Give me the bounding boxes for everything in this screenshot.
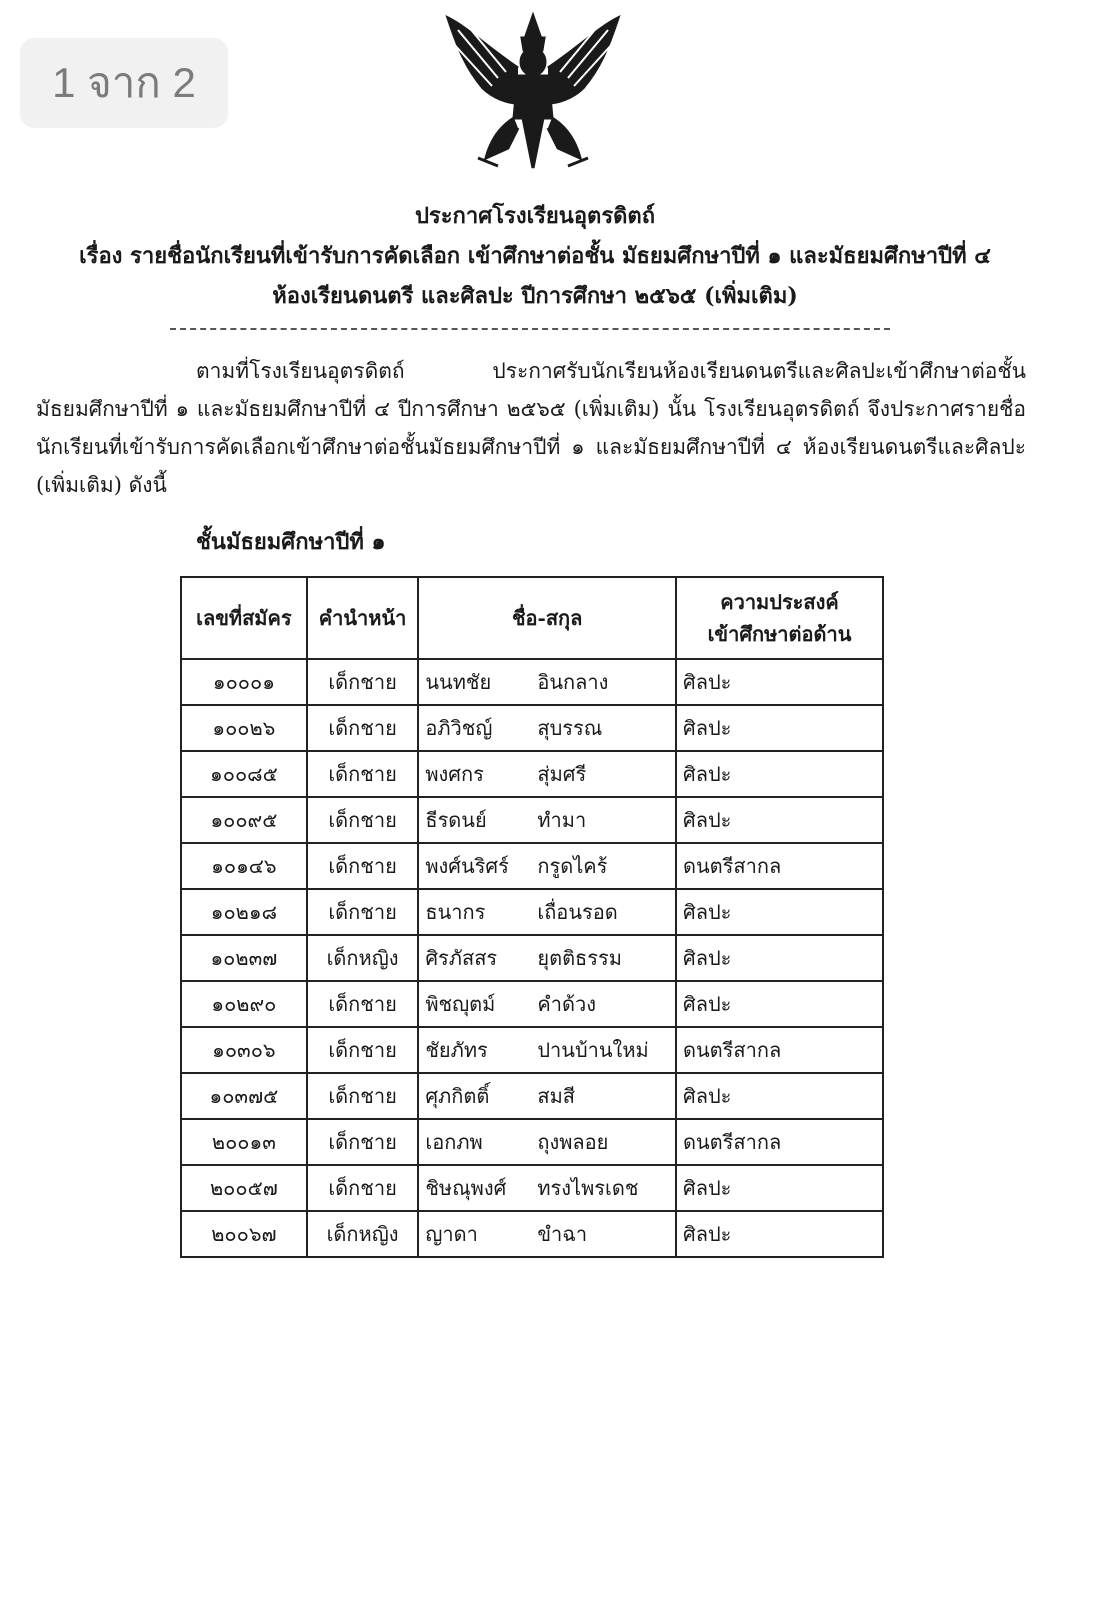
cell-intent: ศิลปะ bbox=[676, 797, 883, 843]
cell-name bbox=[418, 889, 676, 935]
cell-first-name: เอกภพ bbox=[425, 1130, 483, 1154]
table-row bbox=[181, 705, 883, 751]
cell-last-name: อินกลาง bbox=[537, 670, 609, 694]
cell-intent: ดนตรีสากล bbox=[676, 1119, 883, 1165]
table-row bbox=[181, 1073, 883, 1119]
table-row bbox=[181, 659, 883, 705]
cell-title: เด็กชาย bbox=[307, 981, 419, 1027]
cell-title: เด็กชาย bbox=[307, 1073, 419, 1119]
cell-name bbox=[418, 843, 676, 889]
cell-intent: ศิลปะ bbox=[676, 751, 883, 797]
cell-id: ๑๐๓๐๖ bbox=[181, 1027, 307, 1073]
cell-name bbox=[418, 935, 676, 981]
cell-first-name: ชิษณุพงศ์ bbox=[425, 1176, 507, 1200]
cell-title: เด็กชาย bbox=[307, 705, 419, 751]
section-title: ชั้นมัธยมศึกษาปีที่ ๑ bbox=[196, 529, 386, 555]
cell-name bbox=[418, 1119, 676, 1165]
cell-title: เด็กชาย bbox=[307, 889, 419, 935]
cell-last-name: คำด้วง bbox=[537, 992, 596, 1016]
cell-intent: ดนตรีสากล bbox=[676, 1027, 883, 1073]
cell-name bbox=[418, 751, 676, 797]
cell-intent: ศิลปะ bbox=[676, 935, 883, 981]
table-row bbox=[181, 843, 883, 889]
cell-first-name: ชัยภัทร bbox=[425, 1038, 488, 1062]
cell-last-name: เถื่อนรอด bbox=[537, 900, 618, 924]
header-title: คำนำหน้า bbox=[307, 577, 419, 659]
cell-name bbox=[418, 797, 676, 843]
cell-title: เด็กหญิง bbox=[307, 935, 419, 981]
table-row bbox=[181, 889, 883, 935]
header-name: ชื่อ-สกุล bbox=[418, 577, 676, 659]
cell-first-name: ธนากร bbox=[425, 900, 486, 924]
cell-name bbox=[418, 705, 676, 751]
cell-title: เด็กชาย bbox=[307, 1165, 419, 1211]
divider bbox=[170, 328, 890, 330]
cell-title: เด็กชาย bbox=[307, 797, 419, 843]
table-header-row bbox=[181, 577, 883, 659]
cell-title: เด็กชาย bbox=[307, 751, 419, 797]
cell-name bbox=[418, 659, 676, 705]
table-row bbox=[181, 1165, 883, 1211]
header-intent-line2: เข้าศึกษาต่อด้าน bbox=[707, 622, 852, 646]
cell-first-name: ศุภกิตติ์ bbox=[425, 1084, 490, 1108]
cell-last-name: ทรงไพรเดช bbox=[537, 1176, 639, 1200]
cell-id: ๑๐๓๗๕ bbox=[181, 1073, 307, 1119]
cell-first-name: ญาดา bbox=[425, 1222, 478, 1246]
table-row bbox=[181, 981, 883, 1027]
cell-last-name: ถุงพลอย bbox=[537, 1130, 609, 1154]
cell-name bbox=[418, 1027, 676, 1073]
cell-first-name: ธีรดนย์ bbox=[425, 808, 487, 832]
cell-first-name: นนทชัย bbox=[425, 670, 492, 694]
cell-intent: ศิลปะ bbox=[676, 1073, 883, 1119]
header-intent-line1: ความประสงค์ bbox=[720, 590, 839, 614]
table-row bbox=[181, 797, 883, 843]
cell-intent: ศิลปะ bbox=[676, 1211, 883, 1257]
cell-last-name: สมสี bbox=[537, 1084, 575, 1108]
cell-id: ๒๐๐๖๗ bbox=[181, 1211, 307, 1257]
table-row bbox=[181, 935, 883, 981]
cell-first-name: พงศกร bbox=[425, 762, 484, 786]
announcement-body: ตามที่โรงเรียนอุตรดิตถ์ ประกาศรับนักเรียนห้องเรียนดนตรีและศิลปะเข้าศึกษาต่อชั้นมัธยมศึกษาปีที่ ๑ และมัธยมศึกษาปีที่ ๔ ปีการศึกษา ๒๕๖๕ (เพิ่มเติม) นั้น โรงเรียนอุตรดิตถ์ จึงประกาศรายชื่อนักเรียนที่เข้ารับการคัดเลือกเข้าศึกษาต่อชั้นมัธยมศึกษาปีที่ ๑ และมัธยมศึกษาปีที่ ๔ ห้องเรียนดนตรีและศิลปะ (เพิ่มเติม) ดังนี้ bbox=[36, 359, 1026, 497]
cell-intent: ศิลปะ bbox=[676, 981, 883, 1027]
header-id: เลขที่สมัคร bbox=[181, 577, 307, 659]
cell-id: ๑๐๒๙๐ bbox=[181, 981, 307, 1027]
cell-id: ๑๐๐๒๖ bbox=[181, 705, 307, 751]
cell-id: ๑๐๑๔๖ bbox=[181, 843, 307, 889]
header-intent bbox=[676, 577, 883, 659]
cell-id: ๒๐๐๕๗ bbox=[181, 1165, 307, 1211]
cell-name bbox=[418, 1073, 676, 1119]
cell-last-name: สุ่มศรี bbox=[537, 762, 587, 786]
cell-last-name: กรูดไคร้ bbox=[537, 854, 608, 878]
cell-title: เด็กชาย bbox=[307, 659, 419, 705]
cell-title: เด็กชาย bbox=[307, 843, 419, 889]
cell-intent: ศิลปะ bbox=[676, 889, 883, 935]
cell-intent: ศิลปะ bbox=[676, 659, 883, 705]
table-row bbox=[181, 1027, 883, 1073]
announcement-subject: เรื่อง รายชื่อนักเรียนที่เข้ารับการคัดเลือก เข้าศึกษาต่อชั้น มัธยมศึกษาปีที่ ๑ และมัธยมศึกษาปีที่ ๔ bbox=[79, 243, 991, 269]
cell-first-name: พิชญุตม์ bbox=[425, 992, 496, 1016]
cell-last-name: ปานบ้านใหม่ bbox=[537, 1038, 649, 1062]
cell-id: ๑๐๐๐๑ bbox=[181, 659, 307, 705]
garuda-emblem-icon bbox=[438, 8, 628, 173]
cell-name bbox=[418, 1211, 676, 1257]
cell-last-name: ยุตติธรรม bbox=[537, 946, 622, 970]
page-indicator: 1 จาก 2 bbox=[20, 38, 228, 128]
cell-name bbox=[418, 981, 676, 1027]
cell-first-name: ศิรภัสสร bbox=[425, 946, 498, 970]
cell-intent: ศิลปะ bbox=[676, 705, 883, 751]
cell-name bbox=[418, 1165, 676, 1211]
cell-intent: ศิลปะ bbox=[676, 1165, 883, 1211]
cell-id: ๑๐๒๑๘ bbox=[181, 889, 307, 935]
cell-id: ๑๐๐๘๕ bbox=[181, 751, 307, 797]
cell-last-name: ทำมา bbox=[537, 808, 587, 832]
cell-title: เด็กชาย bbox=[307, 1027, 419, 1073]
announcement-title: ประกาศโรงเรียนอุตรดิตถ์ bbox=[414, 203, 656, 229]
cell-first-name: อภิวิชญ์ bbox=[425, 716, 493, 740]
cell-last-name: สุบรรณ bbox=[537, 716, 603, 740]
cell-first-name: พงศ์นริศร์ bbox=[425, 854, 509, 878]
student-table bbox=[180, 576, 884, 1258]
table-row bbox=[181, 1119, 883, 1165]
cell-id: ๒๐๐๑๓ bbox=[181, 1119, 307, 1165]
cell-intent: ดนตรีสากล bbox=[676, 843, 883, 889]
cell-id: ๑๐๒๓๗ bbox=[181, 935, 307, 981]
cell-title: เด็กชาย bbox=[307, 1119, 419, 1165]
cell-title: เด็กหญิง bbox=[307, 1211, 419, 1257]
cell-id: ๑๐๐๙๕ bbox=[181, 797, 307, 843]
table-row bbox=[181, 1211, 883, 1257]
cell-last-name: ขำฉา bbox=[537, 1222, 588, 1246]
table-row bbox=[181, 751, 883, 797]
announcement-subject-cont: ห้องเรียนดนตรี และศิลปะ ปีการศึกษา ๒๕๖๕ (เพิ่มเติม) bbox=[272, 283, 798, 309]
